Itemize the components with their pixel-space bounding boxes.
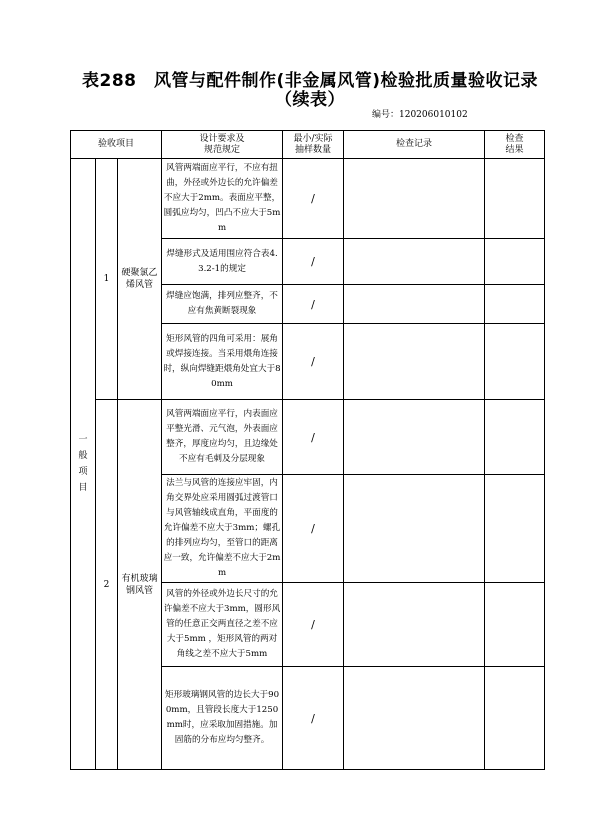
requirement-cell: 矩形风管的四角可采用：展角或焊接连接。当采用煨角连接时，纵向焊缝距煨角处宜大于80mm	[162, 324, 283, 400]
title-line-1: 表288 风管与配件制作(非金属风管)检验批质量验收记录	[81, 71, 539, 91]
group-name: 有机玻璃钢风管	[118, 400, 162, 770]
requirement-cell: 矩形玻璃钢风管的边长大于900mm，且管段长度大于1250mm时，应采取加固措施。加固筋的分布应均匀整齐。	[162, 667, 283, 770]
category-char: 目	[78, 483, 88, 493]
result-cell[interactable]	[485, 324, 545, 400]
quantity-cell: /	[283, 324, 344, 400]
record-cell[interactable]	[344, 324, 485, 400]
group-number: 1	[96, 159, 118, 400]
quantity-cell: /	[283, 159, 344, 239]
form-code: 编号：120206010102	[372, 110, 468, 120]
header-item: 验收项目	[71, 131, 162, 159]
header-record: 检查记录	[344, 131, 485, 159]
header-requirement	[162, 131, 283, 159]
quantity-cell: /	[283, 400, 344, 475]
category-general-items	[71, 159, 96, 770]
quantity-cell: /	[283, 667, 344, 770]
header-req-line-2: 规范规定	[204, 144, 241, 155]
requirement-cell: 风管两端面应平行，不应有扭曲，外径或外边长的允许偏差不应大于2mm。表面应平整，圆弧应均匀，凹凸不应大于5mm	[162, 159, 283, 239]
quantity-cell: /	[283, 285, 344, 324]
result-cell[interactable]	[485, 400, 545, 475]
record-cell[interactable]	[344, 475, 485, 583]
requirement-cell: 焊缝应饱满，排列应整齐，不应有焦黄断裂现象	[162, 285, 283, 324]
result-cell[interactable]	[485, 475, 545, 583]
record-cell[interactable]	[344, 239, 485, 285]
requirement-cell: 风管的外径或外边长尺寸的允许偏差不应大于3mm，圆形风管的任意正交两直径之差不应大于5mm ，矩形风管的两对角线之差不应大于5mm	[162, 583, 283, 667]
header-result-line-2: 结果	[505, 144, 524, 155]
requirement-cell: 风管两端面应平行，内表面应平整光滑、元气泡，外表面应整齐，厚度应均匀，且边缘处不应有毛刺及分层现象	[162, 400, 283, 475]
header-result	[485, 131, 545, 159]
result-cell[interactable]	[485, 667, 545, 770]
table-row	[71, 159, 545, 239]
header-qty-line-1: 最小/实际	[293, 133, 333, 144]
category-char: 般	[78, 451, 88, 461]
result-cell[interactable]	[485, 239, 545, 285]
category-char: 项	[78, 467, 88, 477]
result-cell[interactable]	[485, 285, 545, 324]
record-cell[interactable]	[344, 400, 485, 475]
header-qty-line-2: 抽样数量	[295, 144, 332, 155]
header-quantity	[283, 131, 344, 159]
record-cell[interactable]	[344, 667, 485, 770]
quantity-cell: /	[283, 583, 344, 667]
record-cell[interactable]	[344, 583, 485, 667]
result-cell[interactable]	[485, 583, 545, 667]
quantity-cell: /	[283, 475, 344, 583]
table-row	[71, 400, 545, 475]
header-row	[71, 131, 545, 159]
title-line-2: （续表）	[275, 90, 345, 110]
requirement-cell: 法兰与风管的连接应牢固，内角交界处应采用圆弧过渡管口与风管轴线成直角，平面度的允许偏差不应大于3mm；螺孔的排列应均匀，至管口的距离应一致，允许偏差不应大于2mm	[162, 475, 283, 583]
header-req-line-1: 设计要求及	[199, 133, 245, 144]
result-cell[interactable]	[485, 159, 545, 239]
requirement-cell: 焊缝形式及适用围应符合表4.3.2-1的规定	[162, 239, 283, 285]
record-cell[interactable]	[344, 285, 485, 324]
group-name: 硬聚氯乙烯风管	[118, 159, 162, 400]
record-cell[interactable]	[344, 159, 485, 239]
inspection-table	[70, 130, 545, 770]
quantity-cell: /	[283, 239, 344, 285]
group-number: 2	[96, 400, 118, 770]
form-title	[70, 72, 550, 110]
header-result-line-1: 检查	[505, 133, 524, 144]
category-char: 一	[78, 435, 88, 445]
